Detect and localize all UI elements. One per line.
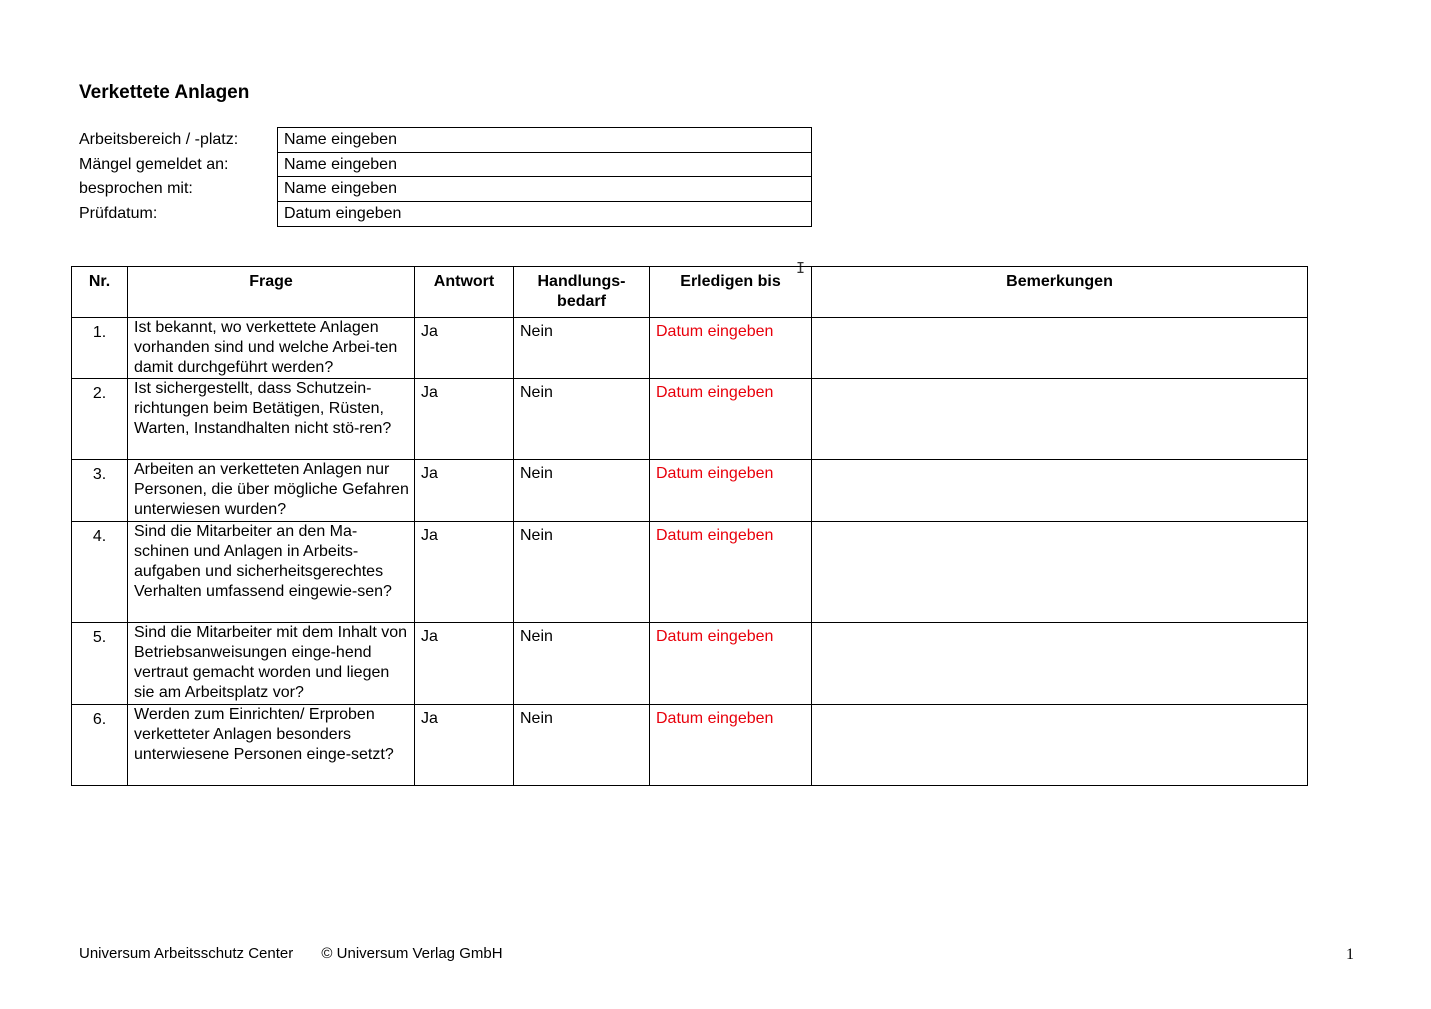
table-row — [72, 318, 1308, 379]
row-erledigen-bis[interactable]: Datum eingeben — [650, 522, 812, 623]
row-handlungsbedarf[interactable]: Nein — [514, 623, 650, 705]
meta-fields — [277, 127, 812, 227]
row-nr: 4. — [72, 522, 128, 623]
table-row — [72, 522, 1308, 623]
row-handlungsbedarf[interactable]: Nein — [514, 705, 650, 786]
row-handlungsbedarf[interactable]: Nein — [514, 379, 650, 460]
row-antwort[interactable]: Ja — [415, 623, 514, 705]
row-erledigen-bis[interactable]: Datum eingeben — [650, 623, 812, 705]
header-bemerkungen: Bemerkungen — [812, 267, 1308, 318]
meta-label-arbeitsbereich: Arbeitsbereich / -platz: — [79, 131, 239, 148]
row-frage: Arbeiten an verketteten Anlagen nur Personen, die über mögliche Gefahren unterwiesen wurden? — [128, 460, 415, 522]
row-antwort[interactable]: Ja — [415, 522, 514, 623]
header-handlungsbedarf-line2: bedarf — [557, 293, 606, 310]
row-nr: 2. — [72, 379, 128, 460]
row-bemerkungen[interactable] — [812, 705, 1308, 786]
row-antwort[interactable]: Ja — [415, 379, 514, 460]
table-row — [72, 460, 1308, 522]
row-erledigen-bis[interactable]: Datum eingeben — [650, 460, 812, 522]
page-number: 1 — [1346, 946, 1354, 963]
row-frage: Sind die Mitarbeiter an den Ma-schinen und Anlagen in Arbeits-aufgaben und sicherheitsgerechtes Verhalten umfassend eingewie-sen? — [128, 522, 415, 623]
row-antwort[interactable]: Ja — [415, 705, 514, 786]
row-antwort[interactable]: Ja — [415, 318, 514, 379]
header-handlungsbedarf-line1: Handlungs- — [537, 273, 626, 290]
row-frage: Ist sichergestellt, dass Schutzein-richtungen beim Betätigen, Rüsten, Warten, Instandhalten nicht stö-ren? — [128, 379, 415, 460]
row-erledigen-bis[interactable]: Datum eingeben — [650, 705, 812, 786]
row-bemerkungen[interactable] — [812, 460, 1308, 522]
meta-label-maengel: Mängel gemeldet an: — [79, 155, 229, 173]
row-handlungsbedarf[interactable]: Nein — [514, 318, 650, 379]
row-bemerkungen[interactable] — [812, 522, 1308, 623]
row-nr: 6. — [72, 705, 128, 786]
table-row — [72, 379, 1308, 460]
page-footer — [79, 945, 503, 962]
meta-label-pruefdatum: Prüfdatum: — [79, 204, 158, 222]
row-handlungsbedarf[interactable]: Nein — [514, 460, 650, 522]
checklist-table — [71, 266, 1308, 786]
row-bemerkungen[interactable] — [812, 379, 1308, 460]
table-row — [72, 705, 1308, 786]
maengel-gemeldet-field[interactable]: Name eingeben — [278, 153, 811, 178]
header-nr: Nr. — [72, 267, 128, 318]
row-nr: 3. — [72, 460, 128, 522]
row-antwort[interactable]: Ja — [415, 460, 514, 522]
row-bemerkungen[interactable] — [812, 623, 1308, 705]
row-erledigen-bis[interactable]: Datum eingeben — [650, 379, 812, 460]
header-frage: Frage — [128, 267, 415, 318]
footer-publisher: Universum Arbeitsschutz Center — [79, 945, 294, 962]
row-frage: Sind die Mitarbeiter mit dem Inhalt von Betriebsanweisungen einge-hend vertraut gemacht worden und liegen sie am Arbeitsplatz vor? — [128, 623, 415, 705]
document-title: Verkettete Anlagen — [79, 82, 250, 103]
header-handlungsbedarf — [514, 267, 650, 318]
meta-label-besprochen: besprochen mit: — [79, 180, 193, 197]
footer-copyright: © Universum Verlag GmbH — [321, 945, 503, 962]
row-nr: 1. — [72, 318, 128, 379]
arbeitsbereich-field[interactable]: Name eingeben — [278, 128, 811, 153]
text-cursor-icon: I — [796, 259, 806, 277]
pruefdatum-field[interactable]: Datum eingeben — [284, 204, 402, 222]
table-row — [72, 623, 1308, 705]
besprochen-mit-field[interactable]: Name eingeben — [278, 177, 811, 202]
row-nr: 5. — [72, 623, 128, 705]
meta-labels — [79, 128, 238, 226]
header-antwort: Antwort — [415, 267, 514, 318]
row-handlungsbedarf[interactable]: Nein — [514, 522, 650, 623]
header-erledigen-bis: Erledigen bis — [650, 267, 812, 318]
row-frage: Werden zum Einrichten/ Erproben verketteter Anlagen besonders unterwiesene Personen einge-setzt? — [128, 705, 415, 786]
row-frage: Ist bekannt, wo verkettete Anlagen vorhanden sind und welche Arbei-ten damit durchgeführt werden? — [128, 318, 415, 379]
row-erledigen-bis[interactable]: Datum eingeben — [650, 318, 812, 379]
row-bemerkungen[interactable] — [812, 318, 1308, 379]
table-header-row — [72, 267, 1308, 318]
